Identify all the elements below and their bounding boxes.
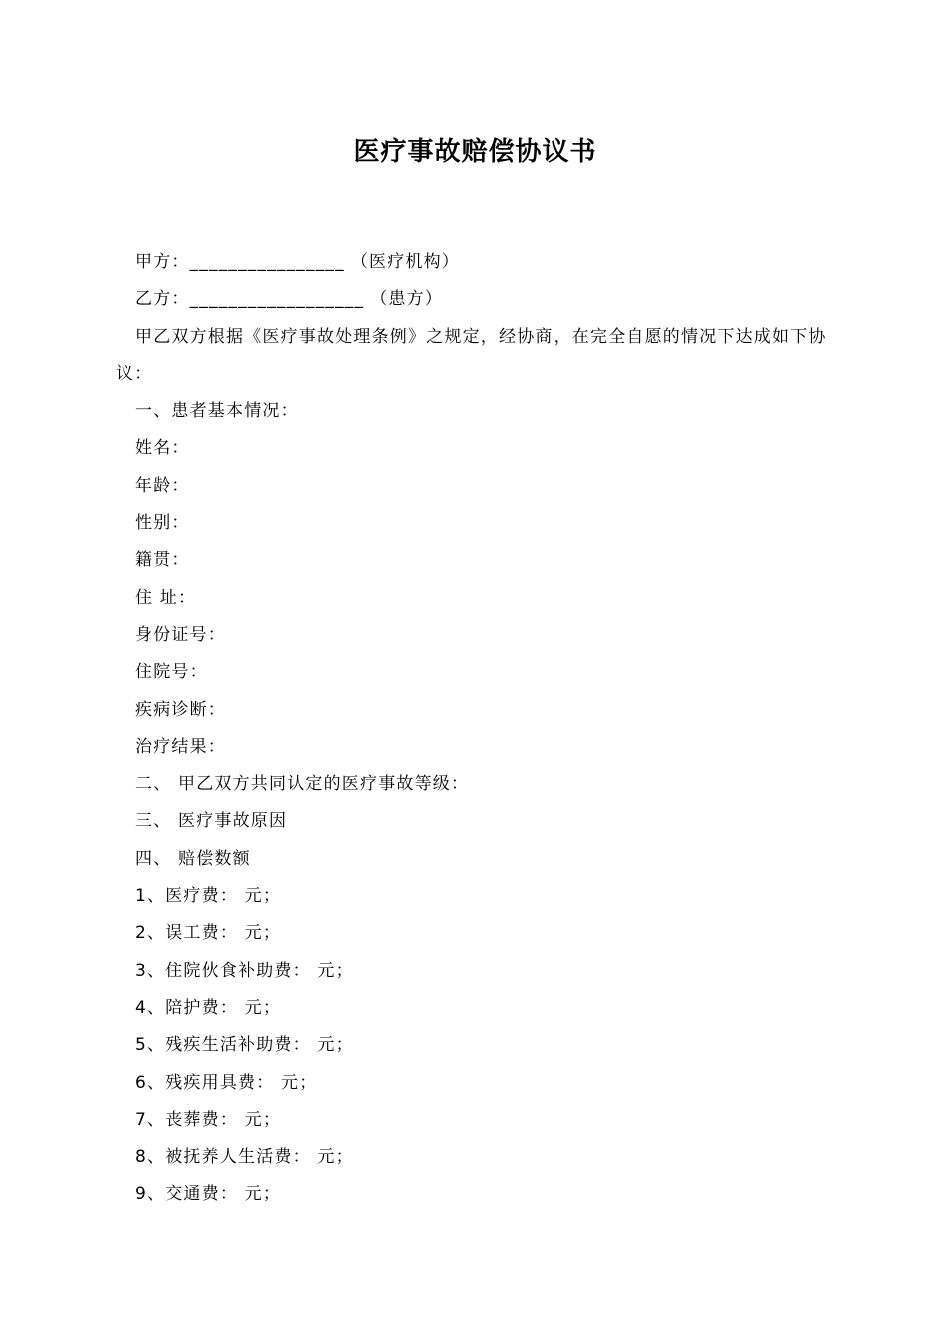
item-lost-wages: 2、误工费： 元； [135,923,282,944]
document-title: 医疗事故赔偿协议书 [353,137,597,167]
section-2-heading: 二、 甲乙双方共同认定的医疗事故等级： [135,774,470,795]
party-a-line [116,244,838,281]
item-funeral-fee: 7、丧葬费： 元； [135,1109,282,1130]
party-b-label: 乙方： [135,289,190,310]
item-nursing-fee: 4、陪护费： 元； [135,997,282,1018]
item-hospital-meal-subsidy: 3、住院伙食补助费： 元； [135,960,354,981]
party-a-role: （医疗机构） [350,252,461,272]
field-age: 年龄： [135,475,190,496]
field-admission-number: 住院号： [135,662,208,683]
field-address: 住 址： [135,587,197,608]
item-disability-living-subsidy: 5、残疾生活补助费： 元； [135,1035,354,1056]
field-treatment-result: 治疗结果： [135,736,226,757]
field-id-number: 身份证号： [135,624,226,645]
field-name: 姓名： [135,438,190,459]
section-4-heading: 四、 赔偿数额 [135,848,251,869]
party-a-label: 甲方： [135,252,190,272]
party-b-line [116,281,838,318]
item-dependent-living-expenses: 8、被抚养人生活费： 元； [135,1147,354,1168]
party-b-role: （患方） [370,289,444,310]
item-medical-fee: 1、医疗费： 元； [135,886,282,907]
field-native-place: 籍贯： [135,550,190,571]
party-a-blank: ________________ [189,252,345,272]
intro-paragraph: 甲乙双方根据《医疗事故处理条例》之规定，经协商，在完全自愿的情况下达成如下协议： [116,326,827,384]
party-b-blank: __________________ [189,289,365,310]
document-body [116,244,838,1214]
field-diagnosis: 疾病诊断： [135,699,226,720]
field-gender: 性别： [135,513,190,534]
item-transportation-fee: 9、交通费： 元； [135,1184,282,1205]
section-3-heading: 三、 医疗事故原因 [135,811,288,832]
item-disability-equipment-fee: 6、残疾用具费： 元； [135,1072,318,1093]
section-1-heading: 一、患者基本情况： [135,401,299,422]
